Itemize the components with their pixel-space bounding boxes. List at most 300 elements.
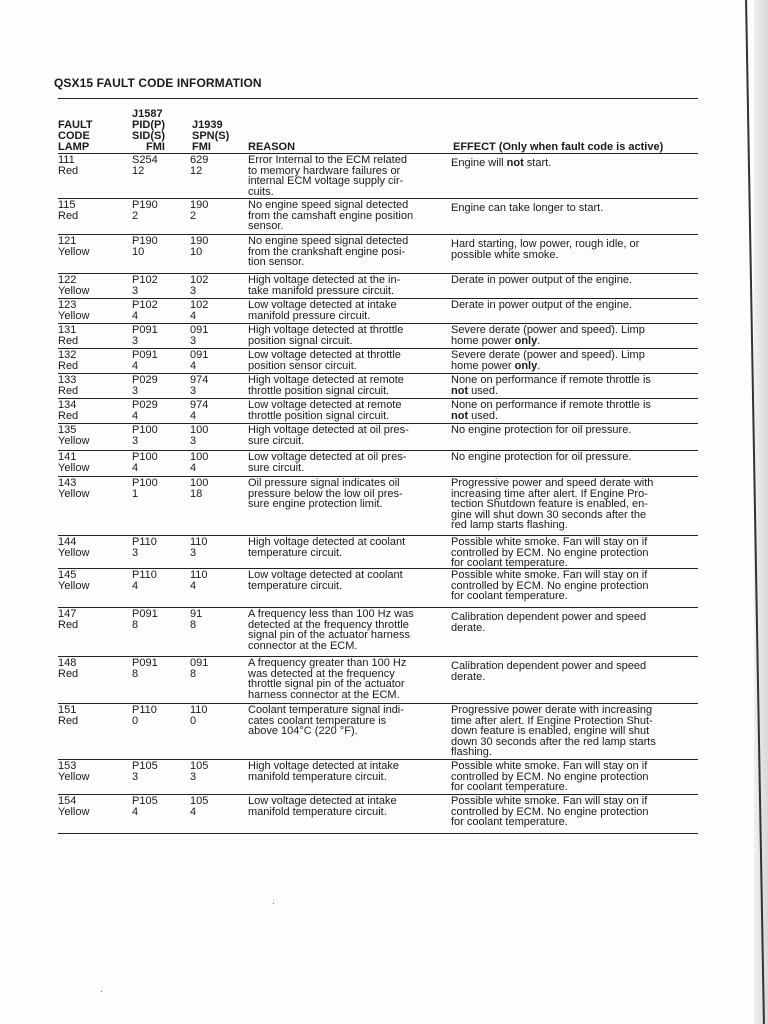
j1939-value: 190 bbox=[190, 235, 209, 247]
table-row bbox=[58, 235, 698, 274]
j1587-value: P029 bbox=[132, 374, 158, 386]
effect-text: not used. bbox=[451, 409, 499, 422]
effect-text: for coolant temperature. bbox=[451, 557, 568, 570]
emphasis-text: not bbox=[506, 157, 524, 169]
j1939-cell bbox=[190, 155, 240, 176]
j1587-value: P100 bbox=[132, 424, 158, 436]
fault-code-cell bbox=[58, 200, 128, 221]
j1587-cell bbox=[132, 300, 188, 321]
j1939-cell bbox=[190, 400, 240, 421]
j1939-value: 4 bbox=[190, 461, 197, 474]
effect-text: Derate in power output of the engine. bbox=[451, 274, 633, 286]
j1587-cell bbox=[132, 375, 188, 396]
fault-code-cell bbox=[58, 705, 128, 726]
lamp-color: Yellow bbox=[58, 309, 90, 322]
header-effect: EFFECT (Only when fault code is active) bbox=[453, 141, 664, 153]
j1939-value: 4 bbox=[190, 409, 197, 422]
effect-text: No engine protection for oil pressure. bbox=[451, 451, 632, 463]
reason-text: A frequency less than 100 Hz was bbox=[248, 608, 414, 620]
reason-text: throttle position signal circuit. bbox=[248, 409, 390, 422]
effect-cell bbox=[451, 612, 699, 633]
effect-text: derate. bbox=[451, 670, 486, 683]
emphasis-text: only bbox=[514, 334, 538, 347]
fault-code: 134 bbox=[58, 399, 77, 411]
j1587-value: P110 bbox=[132, 536, 157, 548]
j1587-value: P110 bbox=[132, 704, 157, 716]
j1939-value: 974 bbox=[190, 374, 209, 386]
lamp-color: Red bbox=[58, 209, 79, 222]
effect-cell bbox=[451, 761, 699, 793]
j1939-cell bbox=[190, 425, 240, 446]
j1587-value: 3 bbox=[132, 770, 139, 783]
reason-text: pressure below the low oil pres- bbox=[248, 487, 403, 500]
j1939-cell bbox=[190, 452, 240, 473]
fault-code-cell bbox=[58, 478, 128, 499]
j1939-value: 102 bbox=[190, 274, 209, 286]
effect-text: red lamp starts flashing. bbox=[451, 519, 568, 532]
fault-code: 115 bbox=[58, 199, 76, 211]
effect-cell bbox=[451, 537, 699, 569]
j1939-cell bbox=[190, 350, 240, 371]
j1939-value: 10 bbox=[190, 245, 203, 258]
reason-text: position sensor circuit. bbox=[248, 359, 357, 372]
reason-cell bbox=[248, 425, 446, 446]
j1587-value: 4 bbox=[132, 805, 139, 818]
j1939-value: 100 bbox=[190, 424, 209, 436]
reason-text: cuits. bbox=[248, 185, 274, 198]
lamp-color: Red bbox=[58, 164, 79, 177]
j1587-cell bbox=[132, 537, 188, 558]
effect-cell bbox=[451, 400, 699, 421]
j1939-value: 4 bbox=[190, 805, 197, 818]
effect-text: home power only. bbox=[451, 334, 541, 347]
j1939-cell bbox=[190, 609, 240, 630]
j1939-value: 3 bbox=[190, 334, 197, 347]
reason-text: take manifold pressure circuit. bbox=[248, 284, 395, 297]
table-row bbox=[58, 299, 698, 324]
j1587-value: P091 bbox=[132, 349, 158, 361]
fault-code: 143 bbox=[58, 477, 77, 489]
effect-text: Severe derate (power and speed). Limp bbox=[451, 324, 645, 336]
j1939-value: 3 bbox=[190, 434, 197, 447]
j1587-cell bbox=[132, 325, 188, 346]
effect-cell bbox=[451, 158, 699, 169]
reason-text: High voltage detected at intake bbox=[248, 760, 400, 772]
reason-text: No engine speed signal detected bbox=[248, 199, 409, 211]
reason-text: Error Internal to the ECM related bbox=[248, 154, 407, 166]
lamp-color: Red bbox=[58, 409, 79, 422]
reason-cell bbox=[248, 478, 446, 510]
fault-code: 148 bbox=[58, 657, 77, 669]
effect-text: tection Shutdown feature is enabled, en- bbox=[451, 498, 648, 511]
fault-code-cell bbox=[58, 609, 128, 630]
j1939-value: 4 bbox=[190, 579, 197, 592]
j1939-cell bbox=[190, 375, 240, 396]
table-row bbox=[58, 451, 698, 477]
j1587-value: P105 bbox=[132, 795, 158, 807]
j1587-cell bbox=[132, 236, 188, 257]
reason-text: throttle position signal circuit. bbox=[248, 384, 390, 397]
j1939-value: 3 bbox=[190, 546, 197, 559]
j1939-value: 91 bbox=[190, 608, 203, 620]
fault-code: 154 bbox=[58, 795, 77, 807]
reason-text: manifold pressure circuit. bbox=[248, 309, 371, 322]
lamp-color: Yellow bbox=[58, 805, 90, 818]
emphasis-text: not bbox=[451, 384, 469, 397]
reason-text: High voltage detected at remote bbox=[248, 374, 404, 386]
reason-cell bbox=[248, 570, 446, 591]
effect-text: increasing time after alert. If Engine Pro- bbox=[451, 487, 648, 500]
reason-cell bbox=[248, 761, 446, 782]
effect-cell bbox=[451, 275, 699, 286]
effect-text: down feature is enabled, engine will shut bbox=[451, 725, 650, 738]
effect-cell bbox=[451, 452, 699, 463]
lamp-color: Yellow bbox=[58, 461, 90, 474]
effect-text: derate. bbox=[451, 621, 486, 634]
reason-text: Low voltage detected at intake bbox=[248, 795, 397, 807]
fault-code: 145 bbox=[58, 569, 77, 581]
j1587-value: 4 bbox=[132, 359, 139, 372]
reason-text: to memory hardware failures or bbox=[248, 164, 401, 177]
fault-code-cell bbox=[58, 300, 128, 321]
j1939-value: 110 bbox=[190, 536, 208, 548]
j1939-cell bbox=[190, 537, 240, 558]
effect-text: controlled by ECM. No engine protection bbox=[451, 770, 649, 783]
effect-text: Possible white smoke. Fan will stay on if bbox=[451, 795, 648, 807]
j1939-cell bbox=[190, 300, 240, 321]
j1587-value: 8 bbox=[132, 618, 139, 631]
lamp-color: Yellow bbox=[58, 245, 90, 258]
effect-text: flashing. bbox=[451, 746, 492, 759]
j1939-value: 091 bbox=[190, 657, 209, 669]
reason-cell bbox=[248, 155, 446, 197]
lamp-color: Red bbox=[58, 618, 79, 631]
effect-text: for coolant temperature. bbox=[451, 590, 568, 603]
effect-cell bbox=[451, 705, 699, 758]
j1939-cell bbox=[190, 275, 240, 296]
fault-code: 122 bbox=[58, 274, 77, 286]
header-j1939: J1939 SPN(S) FMI bbox=[192, 119, 230, 153]
reason-cell bbox=[248, 300, 446, 321]
reason-text: Low voltage detected at oil pres- bbox=[248, 451, 407, 463]
lamp-color: Red bbox=[58, 714, 79, 727]
effect-text: Calibration dependent power and speed bbox=[451, 611, 647, 623]
j1587-value: P100 bbox=[132, 477, 158, 489]
fault-code-cell bbox=[58, 425, 128, 446]
effect-text: home power only. bbox=[451, 359, 541, 372]
table-row bbox=[58, 349, 698, 374]
j1939-cell bbox=[190, 570, 240, 591]
j1587-cell bbox=[132, 400, 188, 421]
table-row bbox=[58, 199, 698, 235]
j1939-cell bbox=[190, 325, 240, 346]
j1939-value: 3 bbox=[190, 770, 197, 783]
j1939-cell bbox=[190, 478, 240, 499]
j1939-value: 4 bbox=[190, 359, 197, 372]
effect-text: Progressive power derate with increasing bbox=[451, 704, 653, 716]
j1587-value: 8 bbox=[132, 667, 139, 680]
j1587-value: P190 bbox=[132, 199, 158, 211]
reason-text: manifold temperature circuit. bbox=[248, 805, 387, 818]
j1587-value: P105 bbox=[132, 760, 158, 772]
j1587-value: P091 bbox=[132, 608, 158, 620]
fault-code-cell bbox=[58, 325, 128, 346]
table-row bbox=[58, 477, 698, 536]
lamp-color: Red bbox=[58, 384, 79, 397]
fault-code-cell bbox=[58, 761, 128, 782]
j1939-value: 629 bbox=[190, 154, 209, 166]
j1939-cell bbox=[190, 236, 240, 257]
reason-cell bbox=[248, 275, 446, 296]
fault-code: 135 bbox=[58, 424, 77, 436]
effect-text: Engine will not start. bbox=[451, 157, 552, 169]
emphasis-text: only bbox=[514, 359, 538, 372]
j1587-value: P091 bbox=[132, 657, 158, 669]
effect-cell bbox=[451, 325, 699, 346]
fault-code: 132 bbox=[58, 349, 77, 361]
table-row bbox=[58, 657, 698, 704]
emphasis-text: not bbox=[451, 409, 469, 422]
j1587-cell bbox=[132, 658, 188, 679]
speck: · bbox=[100, 986, 103, 996]
j1939-value: 100 bbox=[190, 477, 209, 489]
reason-cell bbox=[248, 658, 446, 700]
reason-text: sure circuit. bbox=[248, 434, 305, 447]
effect-text: gine will shut down 30 seconds after the bbox=[451, 508, 647, 521]
effect-text: No engine protection for oil pressure. bbox=[451, 424, 632, 436]
j1587-value: P029 bbox=[132, 399, 158, 411]
effect-text: None on performance if remote throttle is bbox=[451, 399, 651, 411]
reason-text: throttle signal pin of the actuator bbox=[248, 678, 405, 691]
effect-cell bbox=[451, 300, 699, 311]
j1587-cell bbox=[132, 155, 188, 176]
fault-code: 147 bbox=[58, 608, 77, 620]
reason-cell bbox=[248, 609, 446, 651]
j1939-value: 091 bbox=[190, 349, 209, 361]
reason-text: High voltage detected at the in- bbox=[248, 274, 401, 286]
j1939-value: 110 bbox=[190, 569, 208, 581]
reason-text: was detected at the frequency bbox=[248, 667, 395, 680]
fault-code-cell bbox=[58, 796, 128, 817]
j1587-value: P110 bbox=[132, 569, 157, 581]
j1939-value: 974 bbox=[190, 399, 209, 411]
effect-text: controlled by ECM. No engine protection bbox=[451, 805, 649, 818]
header-fault-code-lamp: FAULT CODE LAMP bbox=[58, 119, 93, 153]
j1587-value: 3 bbox=[132, 334, 139, 347]
fault-code-cell bbox=[58, 400, 128, 421]
lamp-color: Red bbox=[58, 334, 79, 347]
effect-cell bbox=[451, 478, 699, 531]
table-row bbox=[58, 704, 698, 760]
reason-cell bbox=[248, 325, 446, 346]
j1587-value: P102 bbox=[132, 299, 158, 311]
effect-cell bbox=[451, 425, 699, 436]
reason-text: Low voltage detected at coolant bbox=[248, 569, 403, 581]
lamp-color: Red bbox=[58, 667, 79, 680]
reason-text: above 104°C (220 °F). bbox=[248, 725, 358, 738]
j1587-cell bbox=[132, 570, 188, 591]
j1587-cell bbox=[132, 478, 188, 499]
table-row bbox=[58, 536, 698, 569]
fault-code-cell bbox=[58, 236, 128, 257]
j1939-value: 102 bbox=[190, 299, 209, 311]
j1587-value: P190 bbox=[132, 235, 158, 247]
effect-cell bbox=[451, 375, 699, 396]
table-row bbox=[58, 424, 698, 451]
table-row bbox=[58, 399, 698, 424]
j1939-cell bbox=[190, 705, 240, 726]
reason-cell bbox=[248, 796, 446, 817]
j1587-value: 4 bbox=[132, 461, 139, 474]
fault-code-table bbox=[58, 98, 698, 834]
reason-text: sure circuit. bbox=[248, 461, 305, 474]
lamp-color: Yellow bbox=[58, 546, 90, 559]
j1587-cell bbox=[132, 705, 188, 726]
j1587-value: 3 bbox=[132, 284, 139, 297]
effect-cell bbox=[451, 350, 699, 371]
effect-text: down 30 seconds after the red lamp starts bbox=[451, 735, 656, 748]
fault-code-cell bbox=[58, 658, 128, 679]
effect-text: not used. bbox=[451, 384, 499, 397]
table-row bbox=[58, 274, 698, 299]
reason-text: High voltage detected at oil pres- bbox=[248, 424, 409, 436]
j1587-value: 0 bbox=[132, 714, 139, 727]
effect-text: Severe derate (power and speed). Limp bbox=[451, 349, 645, 361]
j1939-value: 105 bbox=[190, 760, 209, 772]
effect-text: controlled by ECM. No engine protection bbox=[451, 579, 649, 592]
j1939-value: 8 bbox=[190, 618, 197, 631]
j1939-value: 3 bbox=[190, 384, 197, 397]
table-row bbox=[58, 760, 698, 795]
j1587-value: 12 bbox=[132, 164, 145, 177]
fault-code-cell bbox=[58, 275, 128, 296]
j1939-value: 190 bbox=[190, 199, 209, 211]
j1939-value: 2 bbox=[190, 209, 197, 222]
j1587-value: 1 bbox=[132, 487, 139, 500]
reason-cell bbox=[248, 537, 446, 558]
j1587-cell bbox=[132, 275, 188, 296]
reason-text: sure engine protection limit. bbox=[248, 498, 383, 511]
fault-code: 151 bbox=[58, 704, 77, 716]
lamp-color: Yellow bbox=[58, 434, 90, 447]
table-row bbox=[58, 608, 698, 657]
lamp-color: Yellow bbox=[58, 284, 90, 297]
reason-text: temperature circuit. bbox=[248, 579, 343, 592]
reason-text: internal ECM voltage supply cir- bbox=[248, 175, 404, 188]
effect-cell bbox=[451, 570, 699, 602]
j1939-cell bbox=[190, 796, 240, 817]
fault-code-cell bbox=[58, 570, 128, 591]
reason-cell bbox=[248, 400, 446, 421]
lamp-color: Yellow bbox=[58, 487, 90, 500]
page-edge bbox=[746, 0, 768, 1024]
j1587-cell bbox=[132, 200, 188, 221]
j1587-cell bbox=[132, 796, 188, 817]
j1587-value: 4 bbox=[132, 579, 139, 592]
j1587-value: 4 bbox=[132, 409, 139, 422]
reason-text: Oil pressure signal indicates oil bbox=[248, 477, 400, 489]
j1587-value: 3 bbox=[132, 434, 139, 447]
j1939-value: 100 bbox=[190, 451, 209, 463]
reason-text: Coolant temperature signal indi- bbox=[248, 704, 404, 716]
header-j1587: J1587 PID(P) SID(S) FMI bbox=[132, 108, 165, 153]
table-row bbox=[58, 795, 698, 834]
j1939-value: 8 bbox=[190, 667, 197, 680]
j1939-cell bbox=[190, 761, 240, 782]
fault-code-cell bbox=[58, 350, 128, 371]
reason-text: No engine speed signal detected bbox=[248, 235, 409, 247]
reason-text: from the crankshaft engine posi- bbox=[248, 245, 406, 258]
reason-cell bbox=[248, 350, 446, 371]
j1587-cell bbox=[132, 609, 188, 630]
effect-text: Possible white smoke. Fan will stay on if bbox=[451, 760, 648, 772]
reason-text: A frequency greater than 100 Hz bbox=[248, 657, 407, 669]
effect-text: Possible white smoke. Fan will stay on if bbox=[451, 536, 648, 548]
j1587-value: S254 bbox=[132, 154, 158, 166]
page-title: QSX15 FAULT CODE INFORMATION bbox=[54, 76, 262, 90]
j1587-value: 3 bbox=[132, 384, 139, 397]
fault-code: 153 bbox=[58, 760, 77, 772]
j1587-cell bbox=[132, 761, 188, 782]
effect-text: Derate in power output of the engine. bbox=[451, 299, 633, 311]
speck: · bbox=[272, 898, 275, 908]
effect-text: Engine can take longer to start. bbox=[451, 202, 604, 214]
reason-text: cates coolant temperature is bbox=[248, 714, 387, 727]
effect-text: controlled by ECM. No engine protection bbox=[451, 546, 649, 559]
effect-cell bbox=[451, 661, 699, 682]
lamp-color: Yellow bbox=[58, 579, 90, 592]
j1939-value: 105 bbox=[190, 795, 209, 807]
reason-text: temperature circuit. bbox=[248, 546, 343, 559]
reason-cell bbox=[248, 200, 446, 232]
j1587-value: P102 bbox=[132, 274, 158, 286]
reason-text: sensor. bbox=[248, 220, 284, 233]
fault-code-cell bbox=[58, 537, 128, 558]
effect-text: for coolant temperature. bbox=[451, 816, 568, 829]
effect-text: Hard starting, low power, rough idle, or bbox=[451, 238, 640, 250]
fault-code: 141 bbox=[58, 451, 77, 463]
reason-text: Low voltage detected at remote bbox=[248, 399, 402, 411]
effect-text: possible white smoke. bbox=[451, 248, 559, 261]
effect-text: Progressive power and speed derate with bbox=[451, 477, 654, 489]
j1587-cell bbox=[132, 452, 188, 473]
fault-code: 123 bbox=[58, 299, 77, 311]
reason-text: Low voltage detected at throttle bbox=[248, 349, 401, 361]
j1939-value: 091 bbox=[190, 324, 209, 336]
fault-code-cell bbox=[58, 155, 128, 176]
j1587-value: P091 bbox=[132, 324, 158, 336]
j1939-value: 12 bbox=[190, 164, 203, 177]
j1939-value: 3 bbox=[190, 284, 197, 297]
j1939-value: 110 bbox=[190, 704, 208, 716]
j1587-cell bbox=[132, 350, 188, 371]
table-row bbox=[58, 374, 698, 399]
fault-code-cell bbox=[58, 452, 128, 473]
j1939-value: 0 bbox=[190, 714, 197, 727]
lamp-color: Red bbox=[58, 359, 79, 372]
reason-text: position signal circuit. bbox=[248, 334, 353, 347]
effect-cell bbox=[451, 203, 699, 214]
reason-cell bbox=[248, 705, 446, 737]
j1587-value: 10 bbox=[132, 245, 145, 258]
reason-text: High voltage detected at throttle bbox=[248, 324, 404, 336]
j1939-cell bbox=[190, 200, 240, 221]
j1587-cell bbox=[132, 425, 188, 446]
table-header bbox=[58, 98, 698, 154]
lamp-color: Yellow bbox=[58, 770, 90, 783]
reason-text: Low voltage detected at intake bbox=[248, 299, 397, 311]
fault-code: 111 bbox=[58, 154, 75, 166]
